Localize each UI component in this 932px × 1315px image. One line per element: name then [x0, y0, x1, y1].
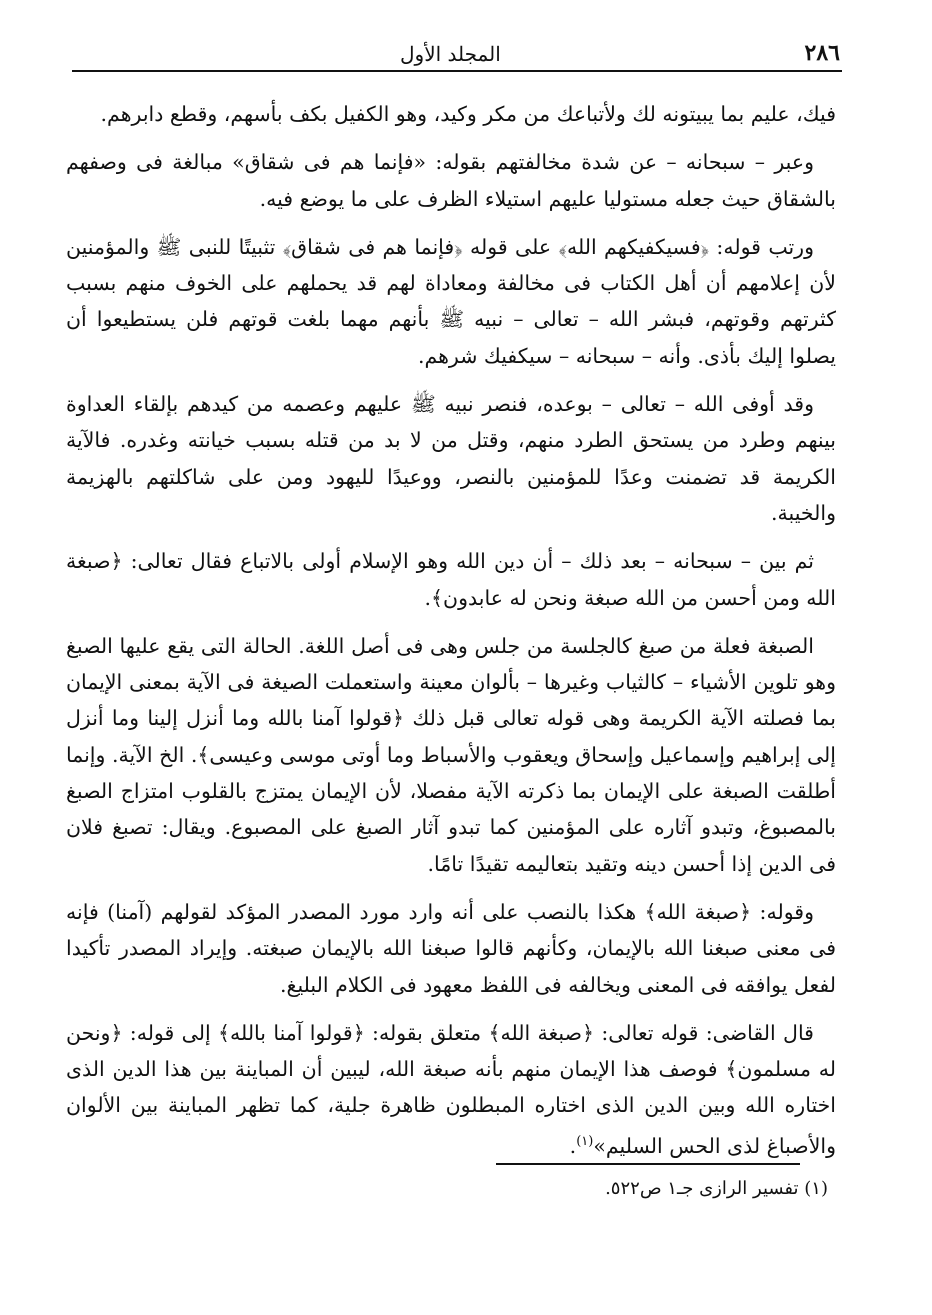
paragraph-5: ثم بين – سبحانه – بعد ذلك – أن دين الله وهو الإسلام أولى بالاتباع فقال تعالى: ﴿صبغة الله ومن أحسن من الله صبغة ونحن له عابدون﴾. — [66, 549, 836, 610]
footnote-rule — [496, 1163, 800, 1165]
paragraph-3: ورتب قوله: ﴿فسيكفيكهم الله﴾ على قوله ﴿فإنما هم فى شقاق﴾ تثبيتًا للنبى ﷺ والمؤمنين لأن إعلامهم أن أهل الكتاب فى مخالفة ومعاداة لهم قد يحملهم على الخوف منهم بسبب كثرتهم وقوتهم، فبشر الله – تعالى – نبيه ﷺ بأنهم مهما بلغت قوتهم فلن يستطيعوا أن يصلوا إليك بأذى. وأنه – سبحانه – سيكفيك شرهم. — [66, 234, 836, 368]
paragraph-4: وقد أوفى الله – تعالى – بوعده، فنصر نبيه ﷺ عليهم وعصمه من كيدهم بإلقاء العداوة بينهم وطرد من يستحق الطرد منهم، وقتل من لا بد من قتله بسبب خيانته وغدره. فالآية الكريمة قد تضمنت وعدًا للمؤمنين بالنصر، ووعيدًا لليهود ومن على شاكلتهم بالهزيمة والخيبة. — [66, 392, 836, 525]
running-head: المجلد الأول — [400, 42, 501, 66]
body-text — [66, 96, 836, 1176]
paragraph-1: فيك، عليم بما يبيتونه لك ولأتباعك من مكر وكيد، وهو الكفيل بكف بأسهم، وقطع دابرهم. — [100, 102, 836, 126]
footnote-reference[interactable]: (١) — [576, 1133, 594, 1149]
paragraph-8: قال القاضى: قوله تعالى: ﴿صبغة الله﴾ متعلق بقوله: ﴿قولوا آمنا بالله﴾ إلى قوله: ﴿ونحن له مسلمون﴾ فوصف هذا الإيمان منهم بأنه صبغة الله، ليبين أن المباينة بين هذا الدين الذى اختاره الله وبين الدين الذى اختاره المبطلون ظاهرة جلية، كما تظهر المباينة بين الألوان والأصباغ لذى الحس السليم»$^{(١)}$. — [66, 1020, 836, 1158]
paragraph-2: وعبر – سبحانه – عن شدة مخالفتهم بقوله: «فإنما هم فى شقاق» مبالغة فى وصفهم بالشقاق حيث جعله مستوليا عليهم استيلاء الظرف على ما يوضع فيه. — [66, 150, 836, 211]
paragraph-6: الصبغة فعلة من صبغ كالجلسة من جلس وهى فى أصل اللغة. الحالة التى يقع عليها الصبغ وهو تلوين الأشياء – كالثياب وغيرها – بألوان معينة واستعملت الصيغة فى الآية بمعنى الإيمان بما فصلته الآية الكريمة وهى قوله تعالى قبل ذلك ﴿قولوا آمنا بالله وما أنزل إلينا وما أنزل إلى إبراهيم وإسماعيل وإسحاق ويعقوب والأسباط وما أوتى موسى وعيسى﴾. الخ الآية. وإنما أطلقت الصبغة على الإيمان بما ذكرته الآية مفصلا، لأن الإيمان يمتزج بالقلوب امتزاج الصبغ بالمصبوغ، وتبدو آثاره على المؤمنين كما تبدو آثار الصبغ على المصبوع. ويقال: تصبغ فلان فى الدين إذا أحسن دينه وتقيد بتعاليمه تقيدًا تامًا. — [66, 633, 836, 876]
paragraph-7: وقوله: ﴿صبغة الله﴾ هكذا بالنصب على أنه وارد مورد المصدر المؤكد لقولهم (آمنا) فإنه فى معنى صبغنا الله بالإيمان، وكأنهم قالوا صبغنا الله بالإيمان صبغته. وإيراد المصدر تأكيدا لفعل يوافقه فى المعنى ويخالفه فى اللفظ معهود فى الكلام البليغ. — [66, 899, 836, 997]
page-header — [70, 38, 840, 74]
header-rule — [72, 70, 842, 72]
page-number: ٢٨٦ — [804, 40, 840, 66]
paragraph-8-text: قال القاضى: قوله تعالى: ﴿صبغة الله﴾ متعلق بقوله: ﴿قولوا آمنا بالله﴾ إلى قوله: ﴿ونحن له مسلمون﴾ فوصف هذا الإيمان منهم بأنه صبغة الله، ليبين أن المباينة بين هذا الدين الذى اختاره الله وبين الدين الذى اختاره المبطلون ظاهرة جلية، كما تظهر المباينة بين الألوان والأصباغ لذى الحس السليم» — [66, 1020, 836, 1158]
footnote: (١) تفسير الرازى جـ١ ص٥٢٢. — [605, 1178, 828, 1199]
